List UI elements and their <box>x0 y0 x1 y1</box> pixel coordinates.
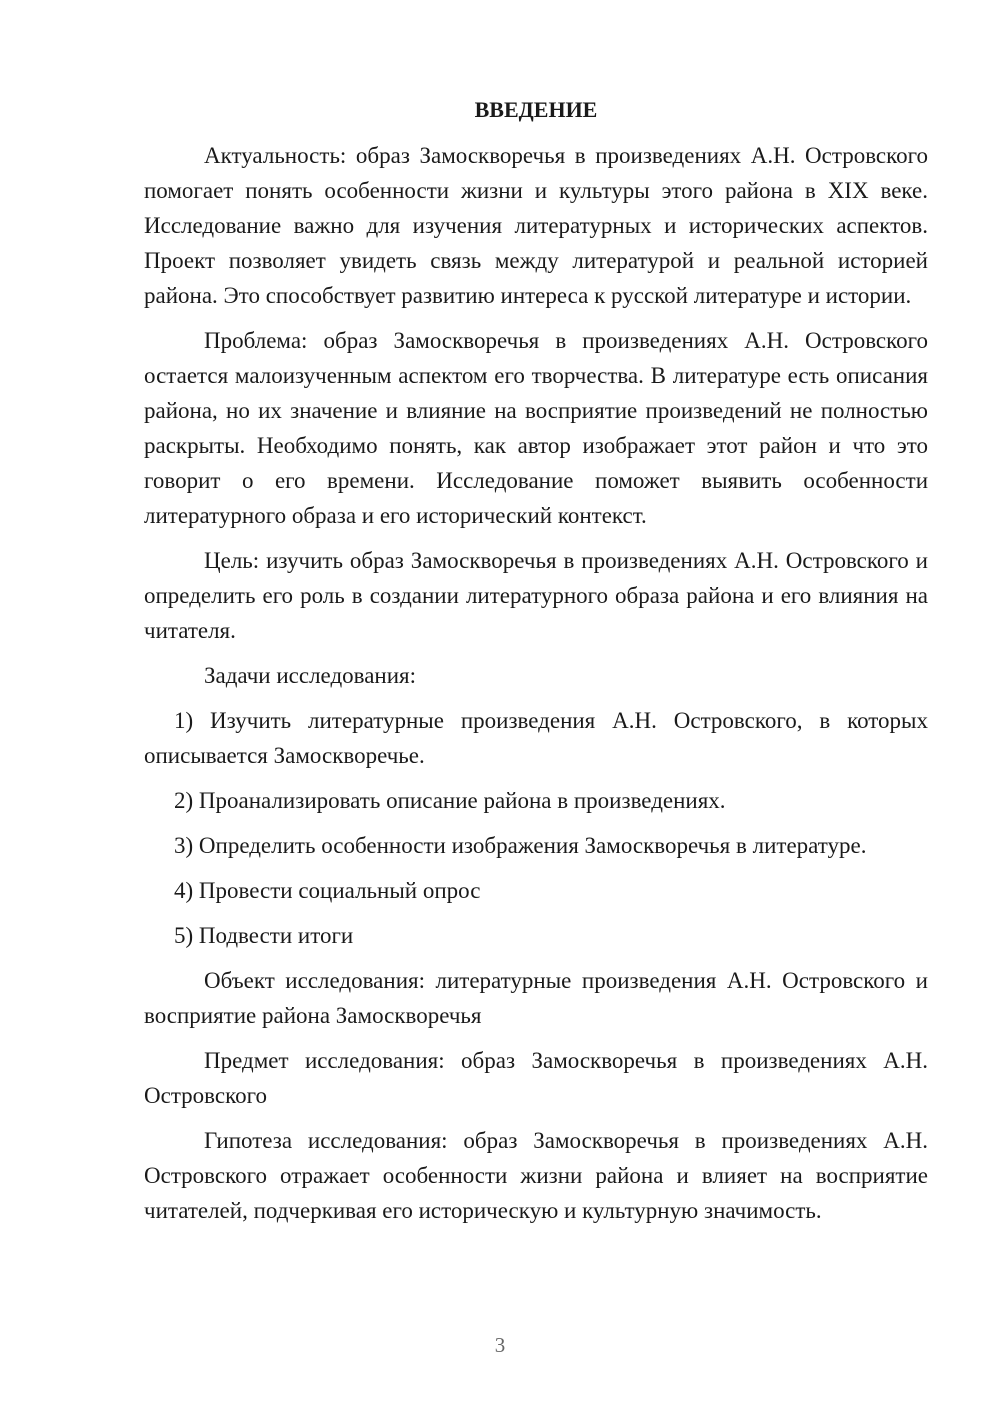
section-title: ВВЕДЕНИЕ <box>474 97 598 122</box>
task-item-4: 4) Провести социальный опрос <box>174 878 481 903</box>
page-number: 3 <box>494 1333 506 1357</box>
problem-paragraph: Проблема: образ Замоскворечья в произведениях А.Н. Островского остается малоизученным аспектом его творчества. В литературе есть описания района, но их значение и влияние на восприятие произведений не полностью раскрыты. Необходимо понять, как автор изображает этот район и что это говорит о его времени. Исследование поможет выявить особенности литературного образа и его исторический контекст. <box>144 328 928 528</box>
task-item-3: 3) Определить особенности изображения Замоскворечья в литературе. <box>174 833 867 858</box>
goal-paragraph: Цель: изучить образ Замоскворечья в произведениях А.Н. Островского и определить его роль в создании литературного образа района и его влияния на читателя. <box>144 548 928 643</box>
document-page <box>144 92 928 1238</box>
tasks-heading: Задачи исследования: <box>204 663 417 688</box>
relevance-paragraph: Актуальность: образ Замоскворечья в произведениях А.Н. Островского помогает понять особенности жизни и культуры этого района в XIX веке. Исследование важно для изучения литературных и исторических аспектов. Проект позволяет увидеть связь между литературой и реальной историей района. Это способствует развитию интереса к русской литературе и истории. <box>144 143 928 308</box>
hypothesis-paragraph: Гипотеза исследования: образ Замоскворечья в произведениях А.Н. Островского отражает особенности жизни района и влияет на восприятие читателей, подчеркивая его историческую и культурную значимость. <box>144 1128 928 1223</box>
task-item-2: 2) Проанализировать описание района в произведениях. <box>174 788 726 813</box>
task-item-1: 1) Изучить литературные произведения А.Н. Островского, в которых описывается Замоскворечье. <box>144 708 928 768</box>
task-item-5: 5) Подвести итоги <box>174 923 354 948</box>
subject-paragraph: Предмет исследования: образ Замоскворечья в произведениях А.Н. Островского <box>144 1048 928 1108</box>
object-paragraph: Объект исследования: литературные произведения А.Н. Островского и восприятие района Замоскворечья <box>144 968 928 1028</box>
